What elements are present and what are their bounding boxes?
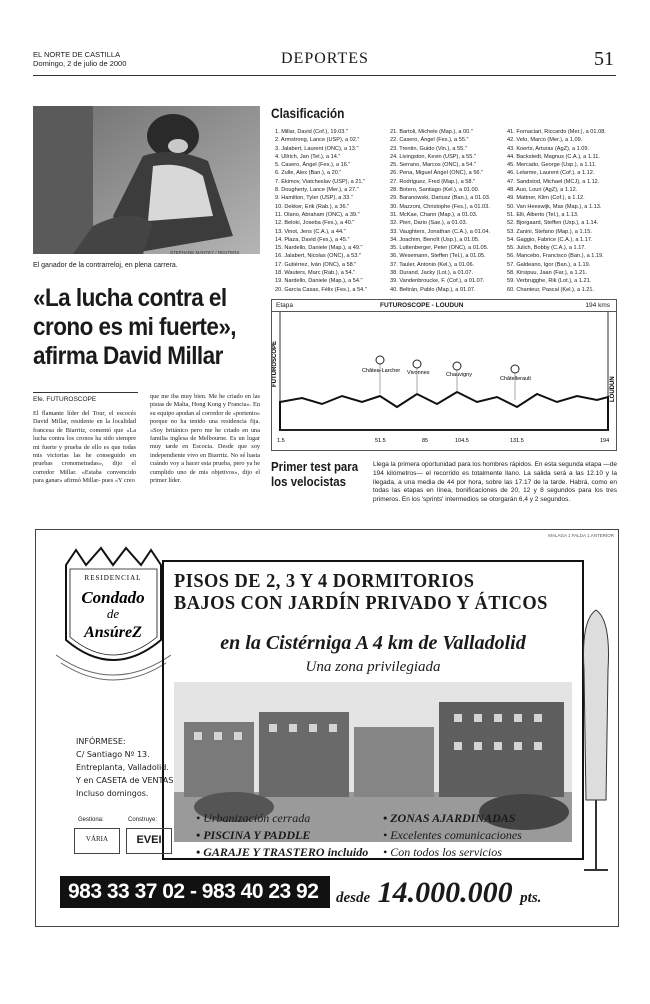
- classification-row: 31. McKae, Chann (Map.), a 01.03.: [390, 211, 478, 218]
- classification-row: 39. Vandenbroucke, F. (Cof.), a 01.07.: [390, 278, 485, 285]
- classification-row: 24. Livingston, Kevin (USP), a 55.": [390, 153, 476, 160]
- headline-line-1: «La lucha contra el: [33, 284, 227, 312]
- sub-headline-line-1: Primer test para: [271, 459, 359, 474]
- feature-4: • ZONAS AJARDINADAS: [383, 811, 516, 825]
- real-estate-advert: [35, 529, 619, 927]
- classification-row: 53. Zanini, Stefano (Map.), a 1.15.: [507, 228, 592, 235]
- climb-label-2: Vivonnes: [407, 370, 430, 376]
- headline-line-3: afirma David Millar: [33, 342, 223, 370]
- cyclist-photo: [33, 106, 260, 254]
- distance-label-2: 51.5: [375, 438, 386, 444]
- classification-row: 36. Wesemann, Steffen (Tel.), a 01.05.: [390, 253, 486, 260]
- classification-row: 15. Nardello, Daniele (Map.), a 49.": [275, 245, 363, 252]
- classification-row: 28. Botero, Santiago (Kel.), a 01.00.: [390, 187, 480, 194]
- classification-row: 19. Nardello, Daniele (Map.), a 54.": [275, 278, 363, 285]
- classification-row: 5. Casero, Ángel (Fes.), a 16.": [275, 162, 351, 169]
- classification-row: 10. Dekker, Erik (Rab.), a 36.": [275, 203, 350, 210]
- profile-graph: [272, 312, 616, 450]
- masthead-left: [33, 50, 126, 68]
- classification-row: 46. Lelarme, Laurent (Cof.), a 1.12.: [507, 170, 595, 177]
- classification-row: 60. Chanteur, Pascal (Kel.), a 1.21.: [507, 286, 595, 293]
- classification-row: 30. Mazzoni, Christophe (Fes.), a 01.03.: [390, 203, 490, 210]
- classification-row: 48. Auo, Louri (AgZ), a 1.12.: [507, 187, 578, 194]
- classification-row: 37. Tauler, Antonio (Kel.), a 01.06.: [390, 261, 475, 268]
- classification-row: 33. Vaughters, Jonathan (C.A.), a 01.04.: [390, 228, 491, 235]
- features-right: [383, 810, 522, 861]
- photo-credit: STEPHANE MANTEY / REUTERS: [170, 250, 240, 255]
- feature-2: • PISCINA Y PADDLE: [196, 828, 311, 842]
- feature-1: • Urbanización cerrada: [196, 811, 311, 825]
- classification-column-2: [390, 128, 502, 294]
- distance-label-5: 131.5: [510, 438, 524, 444]
- feature-3: • GARAJE Y TRASTERO incluido: [196, 845, 369, 859]
- price: [336, 876, 541, 915]
- feature-5: • Excelentes comunicaciones: [383, 828, 522, 842]
- classification-row: 51. Elli, Alberto (Tel.), a 1.13.: [507, 211, 579, 218]
- profile-etapa-label: Etapa: [276, 302, 293, 309]
- price-prefix: desde: [336, 890, 371, 906]
- classification-row: 40. Beltrán, Pablo (Map.), a 01.07.: [390, 286, 476, 293]
- profile-start-label: FUTUROSCOPE: [272, 340, 278, 387]
- classification-row: 57. Galdeano, Igor (Ban.), a 1.19.: [507, 261, 591, 268]
- ad-location: en la Cistérniga A 4 km de Valladolid: [220, 632, 526, 654]
- info-line-5: Incluso domingos.: [76, 789, 149, 798]
- condado-logo: [56, 545, 171, 685]
- classification-row: 26. Pena, Miguel Ángel (ONC), a 56.": [390, 170, 484, 177]
- classification-row: 50. Van Heeswijk, Max (Map.), a 1.13.: [507, 203, 602, 210]
- headline-line-2: crono es mi fuerte»,: [33, 313, 237, 341]
- constructora-logo: EVEI: [126, 828, 172, 854]
- classification-row: 49. Mattner, Klim (Cof.), a 1.12.: [507, 195, 585, 202]
- cyclist-image: [33, 106, 260, 254]
- section-title: DEPORTES: [281, 50, 369, 67]
- classification-row: 52. Bjorgaard, Steffen (Usp.), a 1.14.: [507, 220, 599, 227]
- sub-headline-line-2: los velocistas: [271, 474, 347, 489]
- distance-label-3: 85: [422, 438, 429, 444]
- classification-row: 20. Garcia Casas, Félix (Fes.), a 54.": [275, 286, 367, 293]
- price-value: 14.000.000: [377, 876, 513, 909]
- gestiona-label: Gestiona:: [78, 817, 104, 823]
- classification-row: 2. Armstrong, Lance (USP), a 02.": [275, 137, 360, 144]
- logo-top-text: RESIDENCIAL: [84, 574, 142, 582]
- classification-row: 41. Fornaciari, Riccardo (Mer.), a 01.08.: [507, 129, 606, 135]
- classification-row: 11. Olano, Abraham (ONC), a 39.": [275, 211, 360, 218]
- classification-row: 3. Jalabert, Laurent (ONC), a 13.": [275, 145, 359, 152]
- classification-row: 55. Julich, Bobby (C.A.), a 1.17.: [507, 245, 586, 252]
- classification-row: 42. Velo, Marco (Mer.), a 1.09.: [507, 137, 583, 144]
- climb-label-4: Châtellerault: [500, 376, 531, 382]
- logo-emblem: [56, 545, 171, 685]
- classification-title: Clasificación: [271, 105, 345, 121]
- climb-label-3: Chauvigny: [446, 372, 472, 378]
- classification-row: 23. Trentin, Guido (Vin.), a 55.": [390, 145, 467, 152]
- article-column-2: que me iba muy bien. Me he criado en las pistas de Malta, Hong Kong y Francia». En su equipo apodan al corredor de «portento» porque no ha tenido una residencia fija. «Soy británico pero me he criado en una familia inglesa de Melbourne. Es un lugar muy tarde en Escocia. Desde que soy independiente vivo en Biarritz. No sé hasta cuándo voy a hacer esta prueba, pero ya he cumplido uno de mis objetivos», dijo el primer líder.: [150, 393, 260, 485]
- classification-row: 44. Backstedt, Magnus (C.A.), a 1.11.: [507, 153, 600, 160]
- contact-info: [76, 735, 173, 800]
- issue-date: Domingo, 2 de julio de 2000: [33, 59, 127, 68]
- classification-row: 35. Luttenberger, Peter (ONC), a 01.05.: [390, 245, 489, 252]
- classification-row: 22. Casero, Ángel (Fes.), a 55.": [390, 137, 469, 144]
- classification-row: 43. Koerts, Arturas (AgZ), a 1.09.: [507, 145, 590, 152]
- feature-6: • Con todos los servicios: [383, 845, 502, 859]
- classification-row: 21. Bartoli, Michele (Map.), a 00.": [390, 129, 473, 135]
- classification-row: 56. Mancebo, Francisco (Ban.), a 1.19.: [507, 253, 604, 260]
- classification-row: 29. Baranowski, Dariusz (Ban.), a 01.03.: [390, 195, 491, 202]
- classification-column-1: [275, 128, 385, 294]
- classification-row: 25. Serrano, Marcos (ONC), a 54.": [390, 162, 476, 169]
- newspaper-name: EL NORTE DE CASTILLA: [33, 50, 121, 59]
- article-column-1: El flamante líder del Tour, el escocés David Millar, residente en la localidad francesa de Biarritz, comentó que «La lucha contra los cronos ha sido siempre mi fuerte y prueba de ello es que todas mis victorias las he conseguido en pruebas cronometradas», dijo el corredor Millar. «Estaba convencido para ganar» afirmó Millar- pues «Y creo: [33, 410, 136, 485]
- classification-row: 14. Plaza, David (Fes.), a 45.": [275, 236, 350, 243]
- distance-label-4: 104.5: [455, 438, 469, 444]
- ad-corner-text: MALAGA 1 FALDA 1.ANTERIOR: [548, 533, 614, 538]
- classification-row: 1. Millar, David (Cof.), 19.03.": [275, 129, 348, 135]
- logo-line-1: Condado: [81, 588, 145, 607]
- logo-line-3: AnsúreZ: [84, 624, 142, 641]
- construye-label: Construye:: [128, 817, 158, 823]
- ad-headline-line-1: PISOS DE 2, 3 Y 4 DORMITORIOS: [174, 570, 475, 592]
- sub-article-text: Llega la primera oportunidad para los hombres rápidos. En esta segunda etapa —de 194 kilómetros— el recorrido es totalmente llano. La salida será a las 12.10 y la llegada, a una media de 44 por hora, sobre las 17.17 de la tarde. Habrá, como en todas las etapas en línea, bonificaciones de 20, 12 y 8 segundos para los tres primeros. En los 'sprints' intermedios se otorgarán 6,4 y 2 segundos.: [373, 461, 617, 504]
- classification-row: 38. Durand, Jacky (Lot.), a 01.07.: [390, 270, 474, 277]
- distance-label-6: 194: [600, 438, 610, 444]
- info-line-3: Entreplanta, Valladolid.: [76, 763, 169, 772]
- classification-row: 4. Ullrich, Jan (Tel.), a 14.": [275, 153, 341, 160]
- byline: Efe. FUTUROSCOPE: [33, 392, 138, 403]
- classification-row: 16. Jalabert, Nicolas (ONC), a 53.": [275, 253, 361, 260]
- classification-row: 12. Beloki, Joseba (Fes.), a 40.": [275, 220, 355, 227]
- sub-headline: [271, 459, 358, 489]
- classification-row: 32. Pieri, Dario (Sae.), a 01.03.: [390, 220, 468, 227]
- ad-headline-line-2: BAJOS CON JARDÍN PRIVADO Y ÁTICOS: [174, 592, 548, 614]
- classification-row: 45. Mercado, George (Usp.), a 1.11.: [507, 162, 597, 169]
- classification-row: 47. Sandstod, Michael (MCJ), a 1.12.: [507, 178, 600, 185]
- classification-row: 17. Gutiérrez, Iván (ONC), a 58.": [275, 261, 357, 268]
- profile-end-label: LOUDUN: [610, 376, 616, 402]
- profile-route: FUTUROSCOPE - LOUDUN: [380, 302, 464, 309]
- features-left: [196, 810, 368, 861]
- classification-row: 54. Gaggio, Fabrice (C.A.), a 1.17.: [507, 236, 593, 243]
- classification-row: 7. Ekimov, Viatcheslav (USP), a 21.": [275, 178, 366, 185]
- classification-row: 13. Vinot, Jens (C.A.), a 44.": [275, 228, 346, 235]
- classification-row: 58. Kirsipuu, Jaan (Far.), a 1.21.: [507, 270, 587, 277]
- profile-distance: 194 kms: [585, 302, 610, 309]
- distance-label-1: 1.5: [277, 438, 285, 444]
- info-line-4: Y en CASETA de VENTAS: [76, 776, 174, 785]
- classification-row: 6. Zulle, Alex (Ban.), a 20.": [275, 170, 342, 177]
- classification-row: 9. Hamilton, Tyler (USP), a 33.": [275, 195, 353, 202]
- classification-column-3: [507, 128, 617, 294]
- info-line-2: C/ Santiago Nº 13.: [76, 750, 150, 759]
- phone-numbers: 983 33 37 02 - 983 40 23 92: [60, 876, 330, 908]
- masthead: [33, 48, 616, 76]
- climb-label-1: Châtea-Larcher: [362, 368, 401, 374]
- classification-row: 18. Wauters, Marc (Rab.), a 54.": [275, 270, 356, 277]
- classification-row: 27. Rodríguez, Fred (Map.), a 58.": [390, 178, 475, 185]
- page-number: 51: [594, 48, 614, 70]
- gestora-logo: VÁRIA: [74, 828, 120, 854]
- mannequin-figure: [576, 550, 616, 880]
- price-unit: pts.: [520, 890, 542, 906]
- stage-profile: [271, 299, 617, 451]
- info-line-1: INFÓRMESE:: [76, 737, 126, 746]
- logo-line-2: de: [106, 606, 120, 621]
- classification-row: 8. Dougherty, Lance (Mer.), a 27.": [275, 187, 359, 194]
- ad-headline: [174, 570, 548, 614]
- profile-header: [272, 300, 616, 312]
- photo-caption: El ganador de la contrarreloj, en plena carrera.: [33, 262, 178, 269]
- main-headline: [33, 284, 263, 371]
- ad-tagline: Una zona privilegiada: [305, 659, 441, 675]
- classification-row: 34. Joachim, Benoît (Usp.), a 01.05.: [390, 236, 480, 243]
- classification-row: 59. Verbrugghe, Rik (Lot.), a 1.21.: [507, 278, 592, 285]
